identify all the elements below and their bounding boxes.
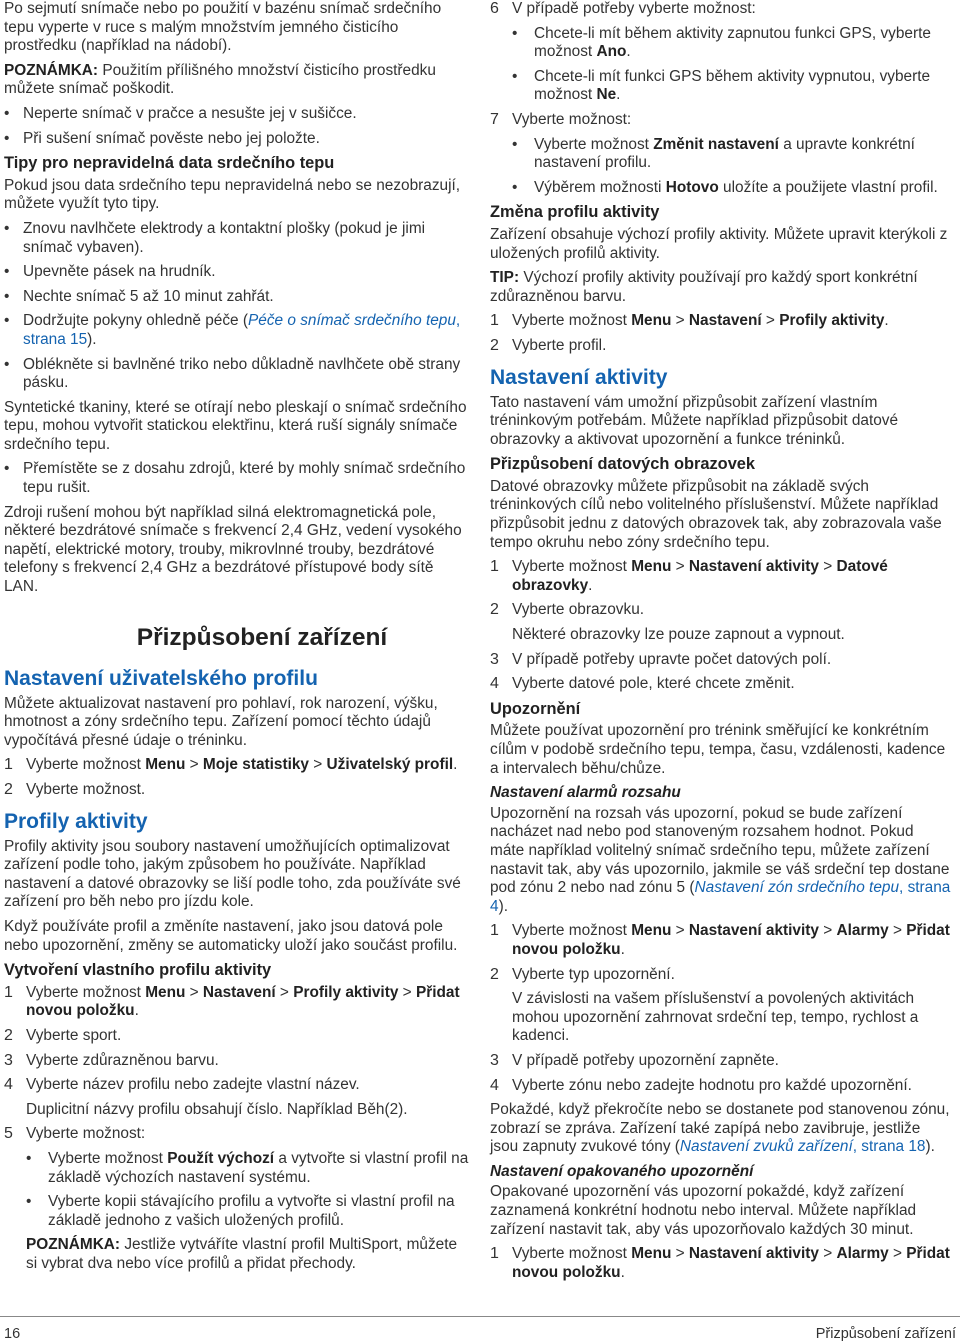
paragraph: Upozornění na rozsah vás upozorní, pokud se bude zařízení nacházet nad nebo pod stanoveným rozsahem hodnot. Pokud máte například volitelný snímač srdečního tepu, můžete zařízení nastavit tak, aby vás upozornilo, jakmile se váš srdeční tep dostane pod zónu 2 nebo nad zónu 5 (Nastavení zón srdečního tepu, strana 4). [490,804,951,915]
note-paragraph: POZNÁMKA: Jestliže vytváříte vlastní profil MultiSport, můžete si vybrat dva nebo více profilů a přidat přechody. [26,1236,458,1272]
section-heading: Tipy pro nepravidelná data srdečního tepu [4,154,335,173]
step-item: 3 V případě potřeby upravte počet datových polí. [490,650,832,668]
paragraph: Syntetické tkaniny, které se otírají nebo pleskají o snímač srdečního tepu, mohou vytvořit statickou elektřinu, která ruší signály snímače srdečního tepu. [4,398,467,453]
tip-paragraph: TIP: Výchozí profily aktivity používají pro každý sport konkrétní zdůrazněnou barvu. [490,269,918,305]
step-number: 4 [490,1076,499,1094]
subsection-heading: Nastavení alarmů rozsahu [490,784,681,802]
paragraph: Můžete používat upozornění pro trénink směřující ke konkrétním cílům v podobě srdečního tepu, tempa, času, vzdálenosti, kadence a intervalech běhu/chůze. [490,722,946,777]
step-note: Duplicitní názvy profilu obsahují číslo. Například Běh(2). [26,1100,408,1118]
step-note: Některé obrazovky lze pouze zapnout a vypnout. [512,626,845,644]
paragraph: Profily aktivity jsou soubory nastavení umožňujících optimalizovat zařízení podle toho, jakým způsobem ho používáte. Například nastavení a datové obrazovky se liší podle toho, zda používáte své zařízení pro běh nebo pro jízdu kole. [4,837,461,911]
step-number: 1 [4,756,13,774]
bullet-item: • Neperte snímač v pračce a nesušte jej v sušičce. [4,105,470,124]
step-item: 2 Vyberte sport. [4,1026,122,1044]
paragraph: Datové obrazovky můžete přizpůsobit na základě svých tréninkových cílů nebo volitelného příslušenství. Můžete například přizpůsobit jednu z datových obrazovek tak, aby zobrazovala vaše tempo okruhu nebo zóny srdečního tepu. [490,477,942,551]
bullet-item: • Nechte snímač 5 až 10 minut zahřát. [4,288,470,307]
step-item: 1 Vyberte možnost Menu > Nastavení aktivity > Datové obrazovky. [490,558,888,594]
step-number: 5 [4,1125,13,1143]
step-item: 1 Vyberte možnost Menu > Nastavení aktivity > Alarmy > Přidat novou položku. [490,1245,950,1281]
bullet-item: • Výběrem možnosti Hotovo uložíte a použijete vlastní profil. [490,179,952,198]
page-number: 16 [4,1326,21,1342]
section-heading: Vytvoření vlastního profilu aktivity [4,961,272,980]
step-number: 1 [490,312,499,330]
step-item: 2 Vyberte možnost. [4,781,146,798]
footer-section-title: Přizpůsobení zařízení [815,1326,956,1342]
step-number: 2 [490,601,499,619]
step-number: 1 [490,1245,499,1263]
step-number: 4 [490,675,499,693]
bullet-item: • Při sušení snímač pověste nebo jej položte. [4,130,470,149]
bullet-item: • Vyberte možnost Použít výchozí a vytvořte si vlastní profil na základě výchozích nastavení systému. [4,1150,470,1187]
paragraph: Po sejmutí snímače nebo po použití v bazénu snímač srdečního tepu vyperte v ruce s malým množstvím jemného čisticího prostředku (například na nádobí). [4,0,442,55]
step-number: 3 [490,650,499,668]
section-heading: Změna profilu aktivity [490,203,660,222]
chapter-title: Přizpůsobení zařízení [136,623,388,651]
bullet-item: • Přemístěte se z dosahu zdrojů, které by mohly snímač srdečního tepu rušit. [4,460,470,497]
step-number: 2 [4,781,13,798]
step-number: 3 [4,1051,13,1069]
step-item: 5 Vyberte možnost: [4,1125,146,1143]
right-column [490,0,952,1288]
bullet-item: • Oblékněte si bavlněné triko nebo důkladně navlhčete obě strany pásku. [4,356,470,393]
left-column [4,0,470,1279]
step-item: 1 Vyberte možnost Menu > Moje statistiky > Uživatelský profil. [4,756,458,774]
step-number: 3 [490,1051,499,1069]
step-number: 2 [4,1026,13,1044]
step-item: 1 Vyberte možnost Menu > Nastavení aktivity > Alarmy > Přidat novou položku. [490,922,950,958]
step-number: 6 [490,0,499,17]
step-item: 3 Vyberte zdůrazněnou barvu. [4,1051,219,1069]
note-label: POZNÁMKA: [26,1236,121,1254]
step-item: 4 Vyberte název profilu nebo zadejte vlastní název. [4,1076,360,1094]
paragraph: Zařízení obsahuje výchozí profily aktivity. Můžete upravit kterýkoli z uložených profilů aktivity. [490,225,948,262]
step-item: 6 V případě potřeby vyberte možnost: [490,0,756,17]
step-number: 7 [490,110,499,128]
section-heading: Přizpůsobení datových obrazovek [490,455,756,474]
bullet-item: • Vyberte kopii stávajícího profilu a vytvořte si vlastní profil na základě jednoho z vašich uložených profilů. [4,1193,470,1230]
subsection-heading: Nastavení opakovaného upozornění [490,1162,754,1180]
bullet-item: • Znovu navlhčete elektrody a kontaktní plošky (pokud je jimi snímač vybaven). [4,220,470,257]
step-number: 2 [490,965,499,983]
paragraph: Pokaždé, když překročíte nebo se dostanete pod stanovenou zónu, zobrazí se zpráva. Zařízení také zapípá nebo zavibruje, jestliže jsou zapnuty zvukové tóny (Nastavení zvuků zařízení, strana 18). [490,1101,950,1156]
step-number: 1 [4,983,13,1001]
section-heading: Upozornění [490,699,581,718]
section-heading: Profily aktivity [4,809,148,833]
paragraph: Když používáte profil a změníte nastavení, jako jsou datová pole nebo upozornění, změny se automaticky uloží jako součást profilu. [4,917,458,954]
step-item: 7 Vyberte možnost: [490,110,632,128]
paragraph: Můžete aktualizovat nastavení pro pohlaví, rok narození, výšku, hmotnost a zóny srdečního tepu. Zařízení pomocí těchto údajů vypočítává přesné údaje o tréninku. [4,694,438,749]
bullet-item: • Chcete-li mít funkci GPS během aktivity vypnutou, vyberte možnost Ne. [490,68,952,105]
bullet-item: • Chcete-li mít během aktivity zapnutou funkci GPS, vyberte možnost Ano. [490,25,952,62]
section-heading: Nastavení aktivity [490,365,668,389]
tip-label: TIP: [490,269,520,287]
section-heading: Nastavení uživatelského profilu [4,666,318,690]
step-number: 1 [490,558,499,576]
page-footer [0,1316,960,1344]
note-label: POZNÁMKA: [4,61,99,79]
note-paragraph: POZNÁMKA: Použitím přílišného množství čisticího prostředku můžete snímač poškodit. [4,61,436,98]
paragraph: Tato nastavení vám umožní přizpůsobit zařízení vlastním tréninkovým potřebám. Můžete například přizpůsobit datové obrazovky a aktivovat upozornění a funkce tréninků. [490,393,899,448]
page-ref-link[interactable]: , strana 18 [852,1138,926,1156]
step-item: 2 Vyberte typ upozornění. [490,965,675,983]
step-item: 1 Vyberte možnost Menu > Nastavení > Profily aktivity. [490,312,889,330]
bullet-item: • Upevněte pásek na hrudník. [4,263,470,282]
step-item: 4 Vyberte zónu nebo zadejte hodnotu pro každé upozornění. [490,1076,912,1094]
paragraph: Pokud jsou data srdečního tepu nepravidelná nebo se nezobrazují, můžete využít tyto tipy. [4,176,461,213]
step-note: V závislosti na vašem příslušenství a povolených aktivitách mohou upozornění zahrnovat srdeční tep, tempo, rychlost a kadenci. [512,990,919,1045]
step-item: 2 Vyberte obrazovku. [490,601,645,619]
step-item: 3 V případě potřeby upozornění zapněte. [490,1051,779,1069]
step-number: 1 [490,922,499,940]
page-ref-link[interactable]: , strana 15 [23,312,461,348]
step-number: 2 [490,336,499,354]
step-item: 2 Vyberte profil. [490,336,607,354]
paragraph: Zdroji rušení mohou být například silná elektromagnetická pole, některé bezdrátové snímače s frekvencí 2,4 GHz, vedení vysokého napětí, elektrické motory, trouby, mikrovlnné trouby, bezdrátové telefony s frekvencí 2,4 GHz a bezdrátové přístupové body sítě LAN. [4,503,462,596]
bullet-item: • Vyberte možnost Změnit nastavení a upravte konkrétní nastavení profilu. [490,136,952,173]
page-ref-link[interactable]: , strana 4 [490,879,951,915]
step-item: 4 Vyberte datové pole, které chcete změnit. [490,675,795,693]
bullet-item: • Dodržujte pokyny ohledně péče (Péče o snímač srdečního tepu, strana 15). [4,312,470,349]
step-item: 1 Vyberte možnost Menu > Nastavení > Profily aktivity > Přidat novou položku. [4,983,460,1020]
link-heart-rate-zones[interactable]: Nastavení zón srdečního tepu [694,879,900,897]
step-number: 4 [4,1076,13,1094]
link-device-sounds[interactable]: Nastavení zvuků zařízení [679,1138,853,1156]
link-heart-rate-care[interactable]: Péče o snímač srdečního tepu [248,312,456,330]
paragraph: Opakované upozornění vás upozorní pokaždé, když zařízení zaznamená konkrétní hodnotu nebo interval. Můžete například zařízení nastavit tak, aby vás upozorňovalo každých 30 minut. [490,1183,917,1238]
